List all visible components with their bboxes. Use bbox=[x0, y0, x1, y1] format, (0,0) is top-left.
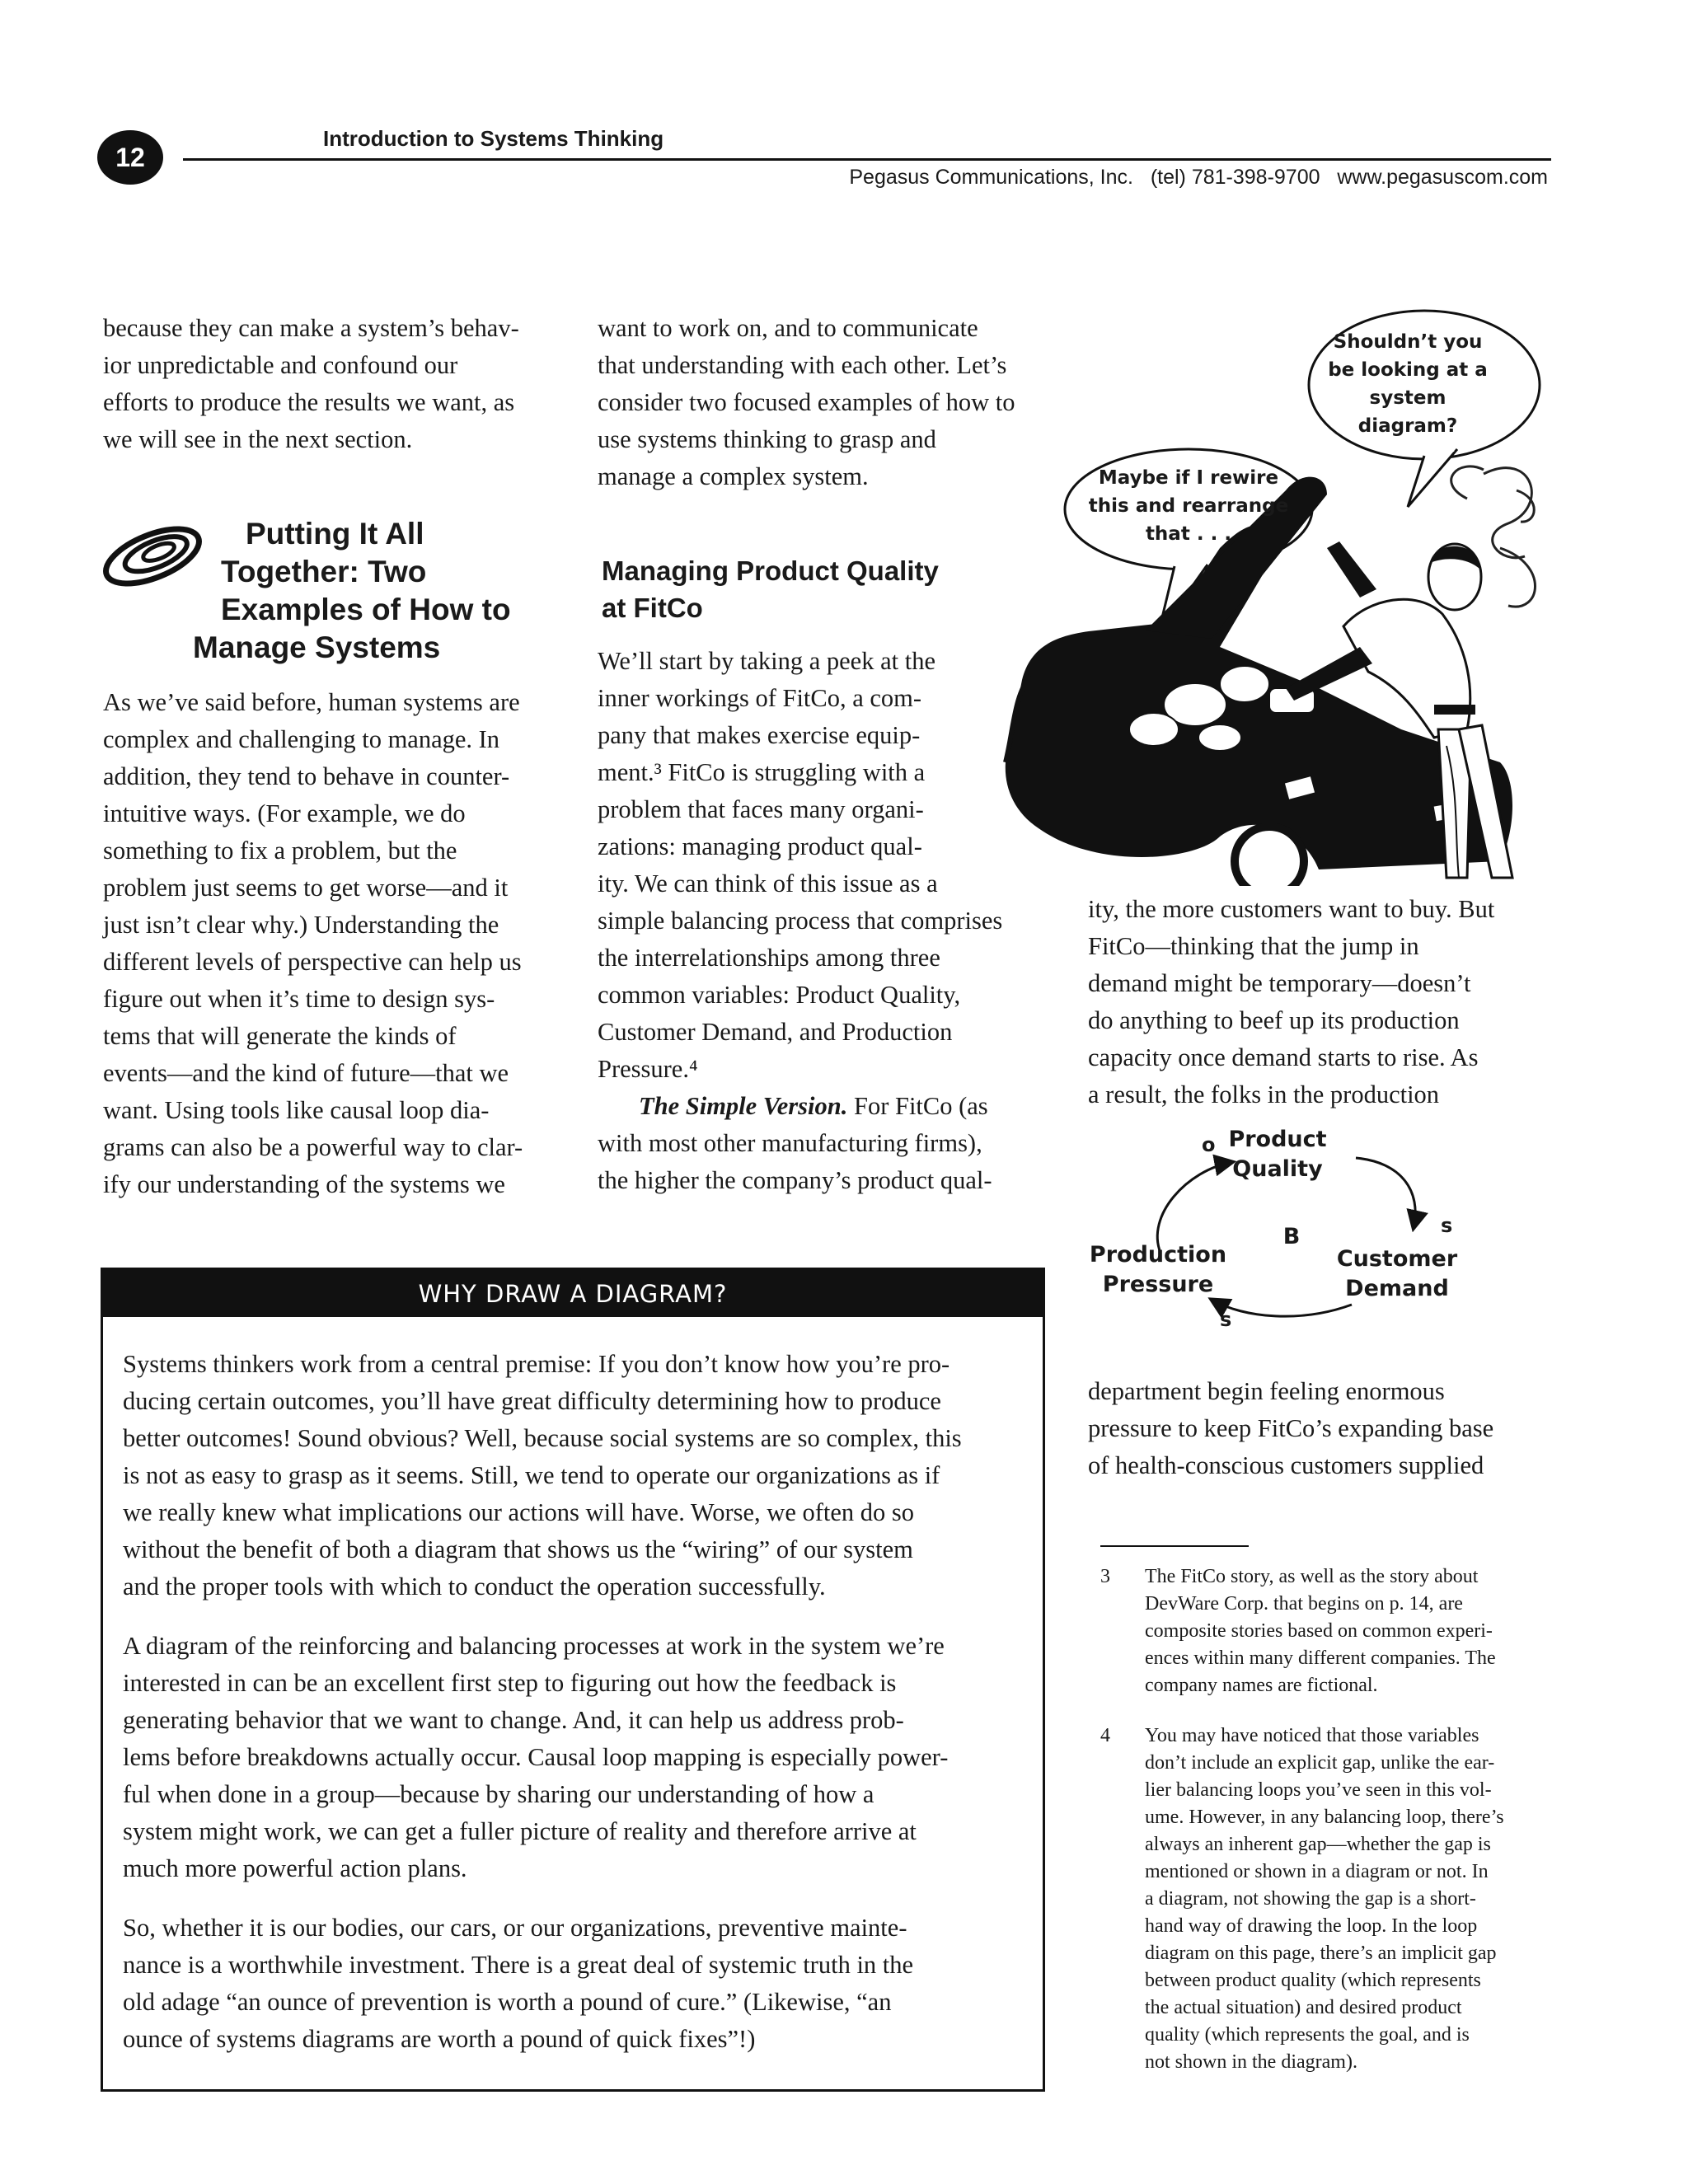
text-line: want. Using tools like causal loop dia- bbox=[103, 1096, 490, 1124]
footnote-rule bbox=[1100, 1545, 1249, 1547]
heading-line: Together: Two bbox=[221, 555, 427, 588]
text-line: capacity once demand starts to rise. As bbox=[1088, 1043, 1479, 1071]
text-line: ify our understanding of the systems we bbox=[103, 1170, 505, 1198]
text-line: efforts to produce the results we want, as bbox=[103, 388, 515, 416]
sidebar-title-bar bbox=[103, 1270, 1043, 1317]
running-header-title: Introduction to Systems Thinking bbox=[323, 126, 664, 151]
heading-line: Manage Systems bbox=[193, 630, 441, 664]
text-line: ity. We can think of this issue as a bbox=[598, 869, 938, 898]
text-line: of health-conscious customers supplied bbox=[1088, 1451, 1484, 1479]
text-line: common variables: Product Quality, bbox=[598, 981, 961, 1009]
text-line: generating behavior that we want to change. And, it can help us address prob- bbox=[123, 1706, 904, 1734]
bubble-line: system bbox=[1369, 387, 1447, 409]
text-line: something to fix a problem, but the bbox=[103, 837, 457, 865]
causal-loop-diagram bbox=[1088, 1125, 1484, 1339]
sidebar-body bbox=[123, 1346, 1029, 2080]
sidebar-paragraph bbox=[123, 1346, 1029, 1605]
text-line: much more powerful action plans. bbox=[123, 1854, 467, 1882]
text-line: intuitive ways. (For example, we do bbox=[103, 799, 466, 827]
left-intro-paragraph bbox=[103, 310, 565, 458]
text-line: Customer Demand, and Production bbox=[598, 1018, 953, 1046]
text-line: nance is a worthwhile investment. There is a great deal of systemic truth in the bbox=[123, 1951, 914, 1979]
sidebar-box bbox=[101, 1268, 1045, 2092]
text-line: better outcomes! Sound obvious? Well, because social systems are so complex, this bbox=[123, 1424, 962, 1452]
node-production-pressure bbox=[1088, 1240, 1228, 1300]
footnote-number: 4 bbox=[1100, 1725, 1110, 1746]
spiral-icon bbox=[99, 519, 206, 593]
footnote-line: ume. However, in any balancing loop, there’s bbox=[1145, 1807, 1504, 1828]
text-line: manage a complex system. bbox=[598, 462, 869, 490]
text-line: A diagram of the reinforcing and balancing processes at work in the system we’re bbox=[123, 1632, 945, 1660]
page-number: 12 bbox=[115, 142, 145, 172]
node-product-quality bbox=[1220, 1125, 1335, 1184]
text-line: Pressure.⁴ bbox=[598, 1055, 698, 1083]
node-line: Quality bbox=[1232, 1156, 1323, 1182]
polarity-quality-demand: s bbox=[1441, 1214, 1453, 1237]
sidebar-paragraph bbox=[123, 1910, 1029, 2058]
text-line: we really knew what implications our actions will have. Worse, we often do so bbox=[123, 1498, 915, 1526]
footnote-line: lier balancing loops you’ve seen in this vol- bbox=[1145, 1779, 1492, 1801]
heading-line: at FitCo bbox=[602, 593, 703, 623]
text-line: without the benefit of both a diagram that shows us the “wiring” of our system bbox=[123, 1535, 913, 1563]
text-line: addition, they tend to behave in counter- bbox=[103, 762, 510, 790]
text-line: simple balancing process that comprises bbox=[598, 907, 1003, 935]
sidebar-paragraph bbox=[123, 1628, 1029, 1887]
simple-version-label: The Simple Version. bbox=[639, 1092, 848, 1120]
text-line: FitCo—thinking that the jump in bbox=[1088, 932, 1419, 960]
text-line: just isn’t clear why.) Understanding the bbox=[103, 911, 499, 939]
left-main-paragraph bbox=[103, 684, 565, 1203]
text-line: inner workings of FitCo, a com- bbox=[598, 684, 922, 712]
footnote-4 bbox=[1100, 1722, 1545, 2076]
bubble-line: diagram? bbox=[1357, 415, 1458, 437]
bubble-line: Shouldn’t you bbox=[1333, 331, 1483, 353]
text-line bbox=[598, 1088, 1059, 1125]
text-line: As we’ve said before, human systems are bbox=[103, 688, 520, 716]
text-line: ity, the more customers want to buy. But bbox=[1088, 895, 1495, 923]
text-line: is not as easy to grasp as it seems. Still, we tend to operate our organizations as if bbox=[123, 1461, 940, 1489]
footnote-line: composite stories based on common experi- bbox=[1145, 1620, 1493, 1642]
node-line: Product bbox=[1228, 1127, 1327, 1152]
footnote-line: quality (which represents the goal, and is bbox=[1145, 2024, 1470, 2046]
text-line: We’ll start by taking a peek at the bbox=[598, 647, 935, 675]
heading-line: Putting It All bbox=[246, 517, 424, 551]
header-rule bbox=[183, 158, 1551, 161]
text-line: ducing certain outcomes, you’ll have great difficulty determining how to produce bbox=[123, 1387, 941, 1415]
node-line: Demand bbox=[1345, 1276, 1449, 1301]
text-line: ful when done in a group—because by sharing our understanding of how a bbox=[123, 1780, 874, 1808]
text-line: want to work on, and to communicate bbox=[598, 314, 978, 342]
bubble-right-text bbox=[1301, 328, 1515, 440]
bubble-line: be looking at a bbox=[1328, 359, 1488, 381]
heading-line: Managing Product Quality bbox=[602, 555, 939, 586]
text-line: ior unpredictable and confound our bbox=[103, 351, 458, 379]
page-number-badge bbox=[97, 130, 163, 185]
text-line: figure out when it’s time to design sys- bbox=[103, 985, 495, 1013]
bubble-line: that . . . bbox=[1145, 523, 1232, 545]
footnote-number: 3 bbox=[1100, 1566, 1110, 1587]
text-line: ounce of systems diagrams are worth a pound of quick fixes”!) bbox=[123, 2025, 756, 2053]
footnote-line: You may have noticed that those variables bbox=[1145, 1725, 1479, 1746]
text-line: So, whether it is our bodies, our cars, or our organizations, preventive mainte- bbox=[123, 1914, 907, 1942]
right-top-paragraph bbox=[1088, 891, 1566, 1113]
bubble-left-text bbox=[1065, 464, 1312, 548]
link-demand-to-pressure bbox=[1212, 1300, 1352, 1316]
footnote-line: not shown in the diagram). bbox=[1145, 2051, 1357, 2073]
subsection-heading bbox=[602, 552, 939, 626]
text-line: with most other manufacturing firms), bbox=[598, 1129, 982, 1157]
text-line: complex and challenging to manage. In bbox=[103, 725, 500, 753]
text-line: that understanding with each other. Let’s bbox=[598, 351, 1007, 379]
text-line: system might work, we can get a fuller picture of reality and therefore arrive at bbox=[123, 1817, 917, 1845]
footnote-line: hand way of drawing the loop. In the loop bbox=[1145, 1915, 1478, 1937]
footnote-line: ences within many different companies. The bbox=[1145, 1647, 1496, 1669]
text-line: we will see in the next section. bbox=[103, 425, 413, 453]
text-line: and the proper tools with which to conduct the operation successfully. bbox=[123, 1572, 826, 1601]
heading-line: Examples of How to bbox=[221, 593, 511, 626]
sidebar-title: WHY DRAW A DIAGRAM? bbox=[418, 1279, 728, 1308]
footnote-line: a diagram, not showing the gap is a short- bbox=[1145, 1888, 1476, 1910]
text-line: consider two focused examples of how to bbox=[598, 388, 1015, 416]
text-line: old adage “an ounce of prevention is worth a pound of cure.” (Likewise, “an bbox=[123, 1988, 892, 2016]
footnote-line: always an inherent gap—whether the gap is bbox=[1145, 1834, 1491, 1855]
node-line: Customer bbox=[1336, 1246, 1458, 1272]
text-line: a result, the folks in the production bbox=[1088, 1080, 1440, 1108]
node-line: Pressure bbox=[1102, 1272, 1214, 1297]
text-line: the higher the company’s product qual- bbox=[598, 1166, 992, 1194]
node-customer-demand bbox=[1335, 1244, 1459, 1304]
text-line: interested in can be an excellent first step to figuring out how the feedback is bbox=[123, 1669, 897, 1697]
footnote-line: don’t include an explicit gap, unlike the ear- bbox=[1145, 1752, 1495, 1774]
text-line: problem that faces many organi- bbox=[598, 795, 924, 823]
footnote-line: mentioned or shown in a diagram or not. In bbox=[1145, 1861, 1489, 1882]
text-line: zations: managing product qual- bbox=[598, 832, 922, 860]
bubble-line: this and rearrange bbox=[1088, 495, 1289, 517]
right-bottom-paragraph bbox=[1088, 1373, 1566, 1484]
text-line: the interrelationships among three bbox=[598, 944, 940, 972]
footnote-line: The FitCo story, as well as the story about bbox=[1145, 1566, 1479, 1587]
text-line: use systems thinking to grasp and bbox=[598, 425, 936, 453]
text-line: pany that makes exercise equip- bbox=[598, 721, 921, 749]
footnote-line: diagram on this page, there’s an implicit gap bbox=[1145, 1943, 1497, 1964]
link-quality-to-demand bbox=[1356, 1158, 1415, 1228]
text-line: ment.³ FitCo is struggling with a bbox=[598, 758, 926, 786]
loop-type-label: B bbox=[1282, 1224, 1301, 1249]
footnote-3 bbox=[1100, 1563, 1545, 1699]
text-run: For FitCo (as bbox=[847, 1092, 988, 1120]
section-heading bbox=[193, 515, 523, 667]
polarity-demand-pressure: s bbox=[1220, 1308, 1232, 1331]
text-line: tems that will generate the kinds of bbox=[103, 1022, 457, 1050]
text-line: Systems thinkers work from a central premise: If you don’t know how you’re pro- bbox=[123, 1350, 950, 1378]
text-line: different levels of perspective can help us bbox=[103, 948, 522, 976]
text-line: lems before breakdowns actually occur. Causal loop mapping is especially power- bbox=[123, 1743, 949, 1771]
footnote-line: between product quality (which represents bbox=[1145, 1970, 1481, 1991]
text-line: grams can also be a powerful way to clar- bbox=[103, 1133, 523, 1161]
text-line: events—and the kind of future—that we bbox=[103, 1059, 509, 1087]
node-line: Production bbox=[1089, 1242, 1227, 1268]
footnote-line: DevWare Corp. that begins on p. 14, are bbox=[1145, 1593, 1463, 1615]
text-line: because they can make a system’s behav- bbox=[103, 314, 519, 342]
text-line: demand might be temporary—doesn’t bbox=[1088, 969, 1471, 997]
publisher-line: Pegasus Communications, Inc. (tel) 781-398-9700 www.pegasuscom.com bbox=[849, 166, 1548, 189]
text-line: problem just seems to get worse—and it bbox=[103, 874, 509, 902]
polarity-pressure-quality: o bbox=[1202, 1133, 1216, 1156]
footnote-line: company names are fictional. bbox=[1145, 1675, 1378, 1696]
text-line: department begin feeling enormous bbox=[1088, 1377, 1445, 1405]
bubble-line: Maybe if I rewire bbox=[1098, 467, 1279, 489]
text-line: pressure to keep FitCo’s expanding base bbox=[1088, 1414, 1494, 1442]
footnote-line: the actual situation) and desired product bbox=[1145, 1997, 1462, 2018]
text-line: do anything to beef up its production bbox=[1088, 1006, 1460, 1034]
